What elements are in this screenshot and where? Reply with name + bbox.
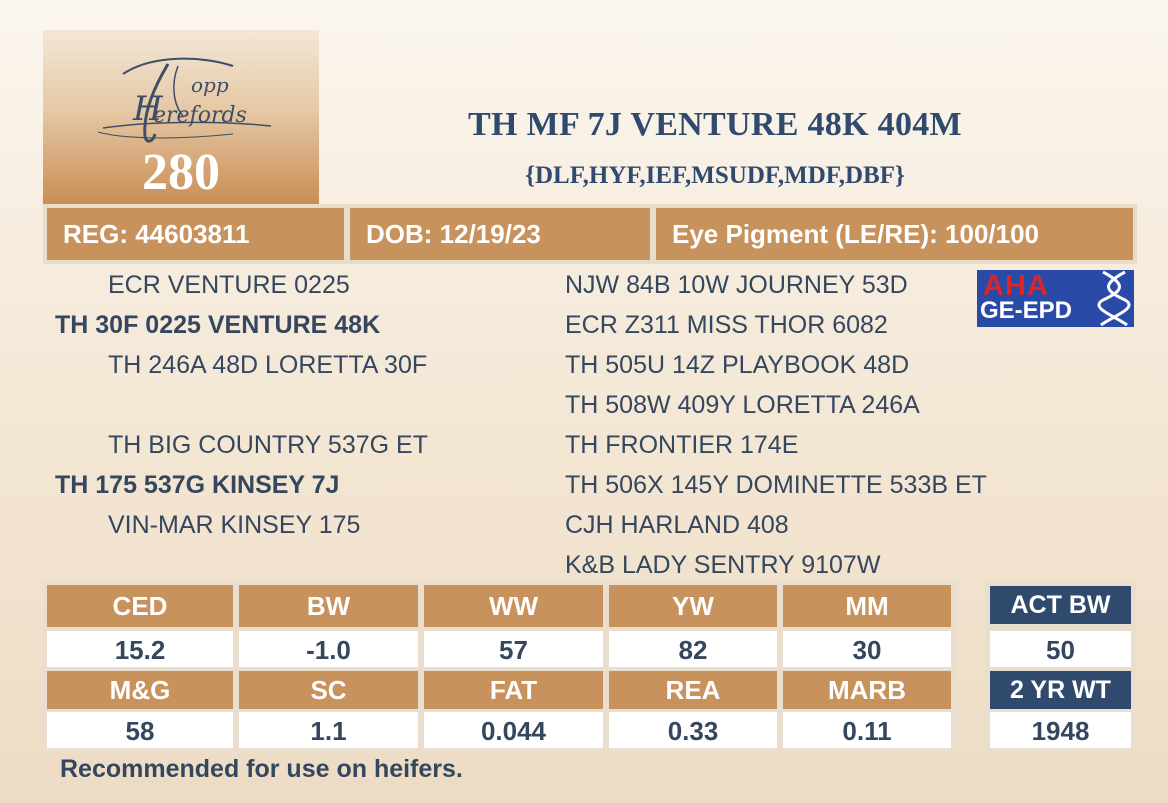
epd-value-yw: 82 xyxy=(609,631,777,667)
info-bar xyxy=(43,204,1137,264)
pedigree-dam: TH 175 537G KINSEY 7J xyxy=(55,471,340,499)
epd-header-mm: MM xyxy=(783,585,951,627)
epd-value-ww: 57 xyxy=(424,631,603,667)
epd-header-marb: MARB xyxy=(783,671,951,709)
epd-header-ced: CED xyxy=(47,585,233,627)
svg-text:erefords: erefords xyxy=(153,103,247,128)
lot-number: 280 xyxy=(142,144,220,201)
epd-header-sc: SC xyxy=(239,671,418,709)
pedigree-sire-dam-dam: TH 508W 409Y LORETTA 246A xyxy=(565,391,920,419)
actual-weights xyxy=(985,581,1136,751)
eye-pigment: Eye Pigment (LE/RE): 100/100 xyxy=(656,208,1133,260)
aha-badge-top: AHA xyxy=(983,270,1049,302)
act-bw-label: ACT BW xyxy=(990,586,1131,624)
lot-box xyxy=(43,30,319,204)
aha-badge-bottom: GE-EPD xyxy=(980,297,1073,324)
pedigree-sire-dam-sire: TH 505U 14Z PLAYBOOK 48D xyxy=(565,351,910,379)
act-bw-value: 50 xyxy=(990,631,1131,667)
registration-number: REG: 44603811 xyxy=(47,208,344,260)
epd-value-rea: 0.33 xyxy=(609,712,777,748)
pedigree-sire-sire-sire: NJW 84B 10W JOURNEY 53D xyxy=(565,271,908,299)
epd-header-fat: FAT xyxy=(424,671,603,709)
pedigree-dam-sire-dam: TH 506X 145Y DOMINETTE 533B ET xyxy=(565,471,987,499)
epd-value-fat: 0.044 xyxy=(424,712,603,748)
epd-header-mg: M&G xyxy=(47,671,233,709)
pedigree-dam-dam-sire: CJH HARLAND 408 xyxy=(565,511,789,539)
pedigree-dam-dam: VIN-MAR KINSEY 175 xyxy=(108,511,361,539)
recommendation-note: Recommended for use on heifers. xyxy=(60,755,463,783)
yr2-wt-label: 2 YR WT xyxy=(990,671,1131,709)
epd-value-marb: 0.11 xyxy=(783,712,951,748)
aha-ge-epd-badge xyxy=(977,270,1134,327)
pedigree-sire-dam: TH 246A 48D LORETTA 30F xyxy=(108,351,428,379)
topp-herefords-logo xyxy=(83,44,283,154)
svg-text:H: H xyxy=(133,89,163,129)
pedigree-sire-sire-dam: ECR Z311 MISS THOR 6082 xyxy=(565,311,888,339)
genetic-codes: {DLF,HYF,IEF,MSUDF,MDF,DBF} xyxy=(525,162,905,189)
epd-value-mm: 30 xyxy=(783,631,951,667)
epd-value-ced: 15.2 xyxy=(47,631,233,667)
svg-text:opp: opp xyxy=(191,73,229,97)
epd-table xyxy=(43,581,957,751)
epd-value-mg: 58 xyxy=(47,712,233,748)
pedigree-sire: TH 30F 0225 VENTURE 48K xyxy=(55,311,381,339)
dna-helix-icon xyxy=(1095,270,1134,327)
epd-value-bw: -1.0 xyxy=(239,631,418,667)
pedigree-dam-dam-dam: K&B LADY SENTRY 9107W xyxy=(565,551,881,579)
pedigree-dam-sire: TH BIG COUNTRY 537G ET xyxy=(108,431,428,459)
epd-header-bw: BW xyxy=(239,585,418,627)
epd-header-rea: REA xyxy=(609,671,777,709)
epd-value-sc: 1.1 xyxy=(239,712,418,748)
epd-header-yw: YW xyxy=(609,585,777,627)
animal-name: TH MF 7J VENTURE 48K 404M xyxy=(468,106,962,143)
yr2-wt-value: 1948 xyxy=(990,712,1131,748)
pedigree-dam-sire-sire: TH FRONTIER 174E xyxy=(565,431,799,459)
epd-header-ww: WW xyxy=(424,585,603,627)
date-of-birth: DOB: 12/19/23 xyxy=(350,208,650,260)
pedigree-sire-sire: ECR VENTURE 0225 xyxy=(108,271,350,299)
